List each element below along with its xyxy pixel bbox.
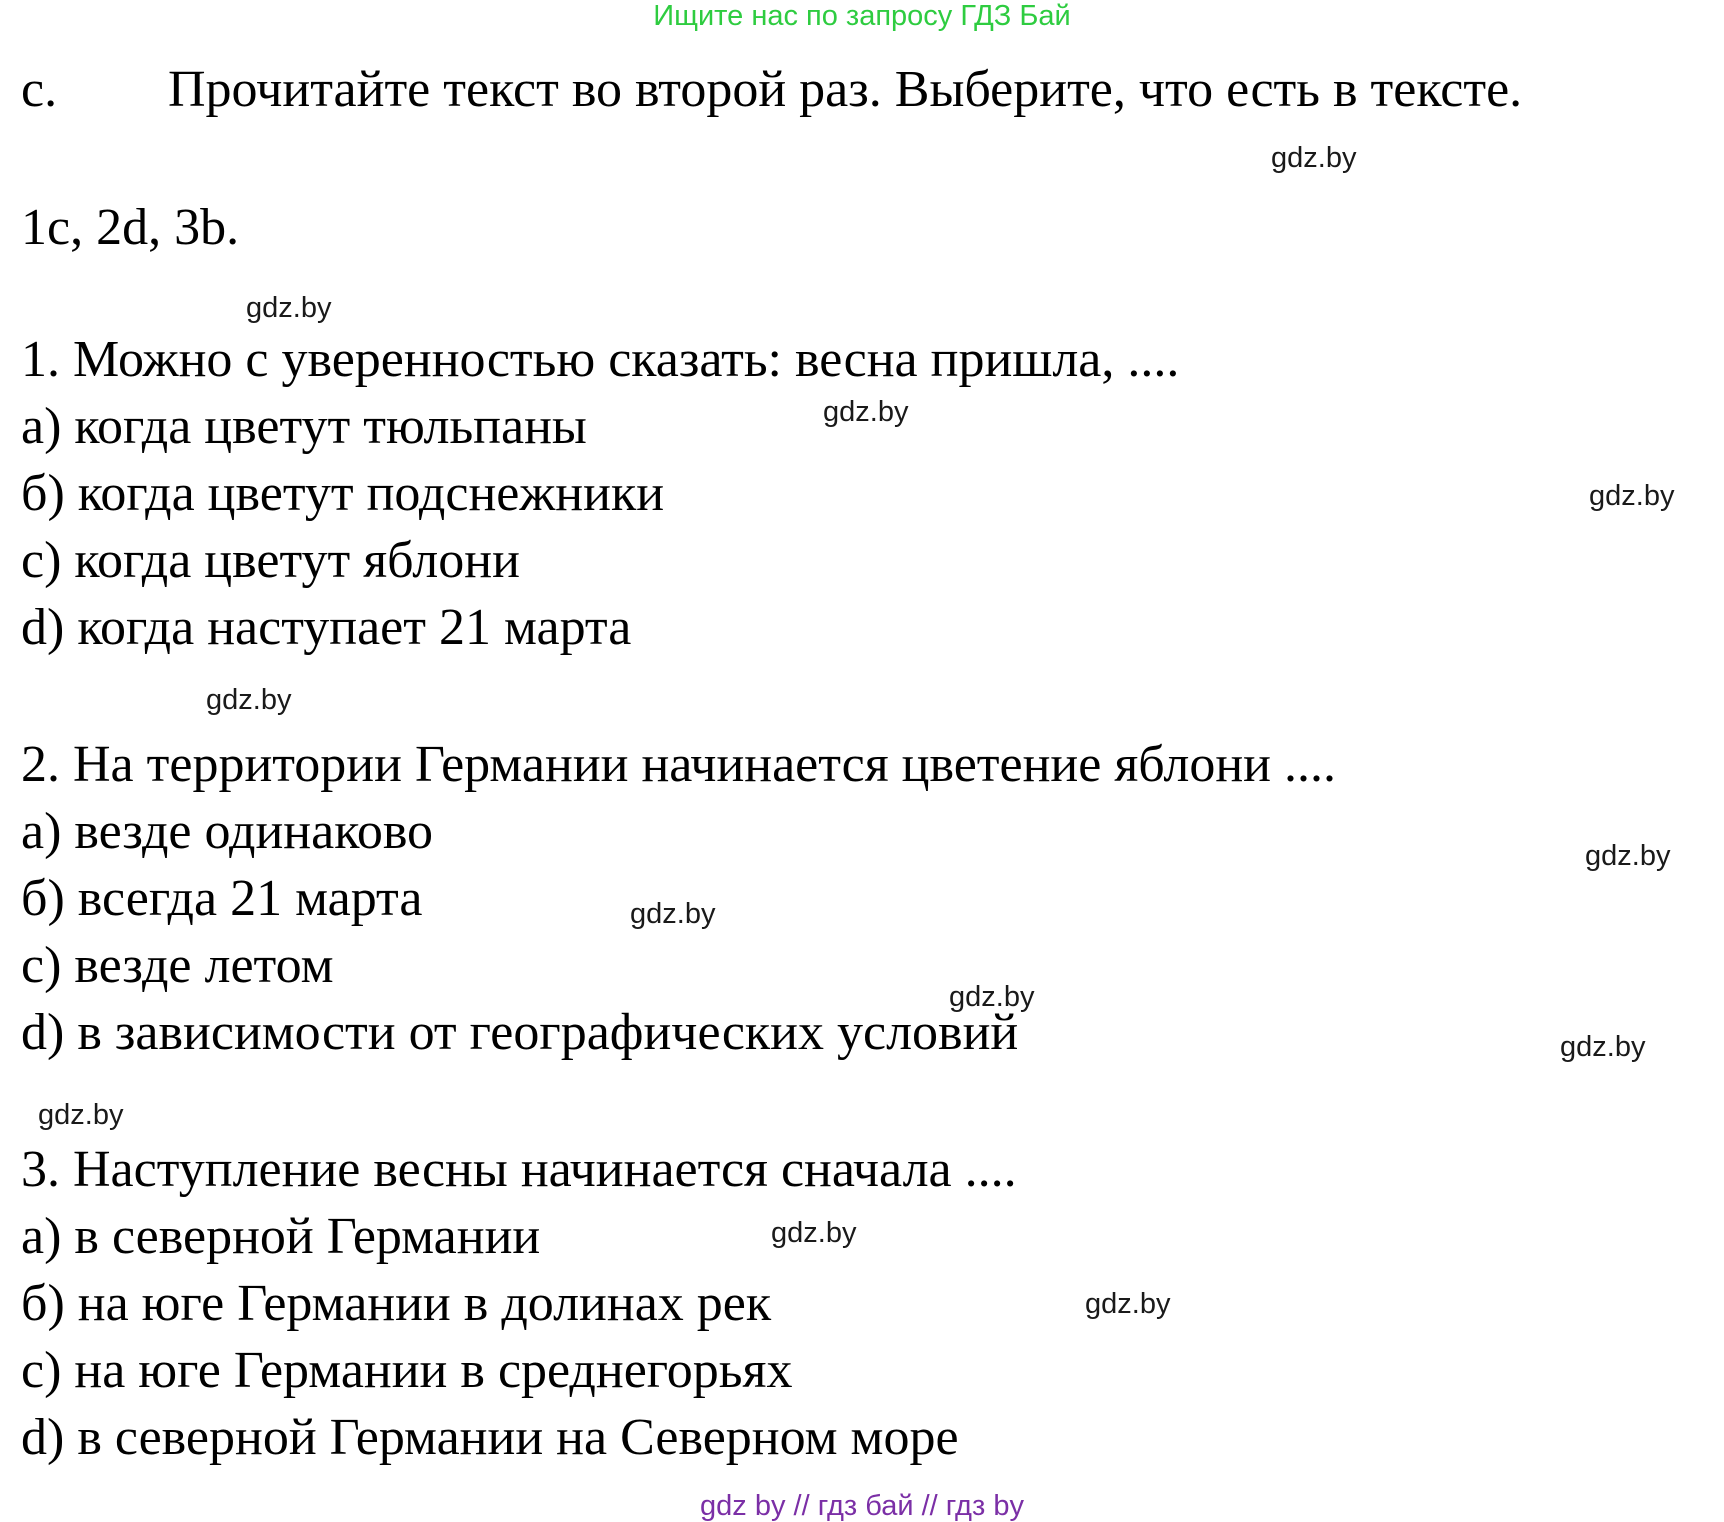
question-3-option-c: с) на юге Германии в среднегорьях [21,1342,793,1399]
watermark: gdz.by [1271,142,1357,174]
task-instruction: Прочитайте текст во второй раз. Выберите, что есть в тексте. [168,61,1523,118]
watermark: gdz.by [206,684,292,716]
question-1-option-d: d) когда наступает 21 марта [21,599,632,656]
question-1: 1. Можно с уверенностью сказать: весна пришла, .... [21,331,1180,388]
watermark: gdz.by [630,898,716,930]
watermark: gdz.by [1560,1031,1646,1063]
question-2-option-a: а) везде одинаково [21,803,434,860]
question-2-option-d: d) в зависимости от географических условий [21,1004,1019,1061]
watermark: gdz.by [949,981,1035,1013]
answer-line: 1c, 2d, 3b. [21,199,240,256]
watermark: gdz.by [823,396,909,428]
question-2: 2. На территории Германии начинается цветение яблони .... [21,736,1337,793]
watermark: gdz.by [1589,480,1675,512]
task-letter: с. [21,61,58,118]
question-1-option-c: с) когда цветут яблони [21,532,520,589]
question-2-option-b: б) всегда 21 марта [21,870,423,927]
watermark: gdz.by [1085,1288,1171,1320]
question-3: 3. Наступление весны начинается сначала .... [21,1141,1017,1198]
question-1-option-b: б) когда цветут подснежники [21,465,665,522]
question-3-option-b: б) на юге Германии в долинах рек [21,1275,772,1332]
question-3-option-a: а) в северной Германии [21,1208,541,1265]
footer-links: gdz by // гдз бай // гдз by [700,1490,1024,1522]
question-1-option-a: а) когда цветут тюльпаны [21,398,587,455]
watermark: gdz.by [246,292,332,324]
watermark: gdz.by [38,1099,124,1131]
watermark: gdz.by [771,1217,857,1249]
question-3-option-d: d) в северной Германии на Северном море [21,1409,959,1466]
question-2-option-c: с) везде летом [21,937,334,994]
site-banner: Ищите нас по запросу ГДЗ Бай [653,0,1071,32]
watermark: gdz.by [1585,840,1671,872]
